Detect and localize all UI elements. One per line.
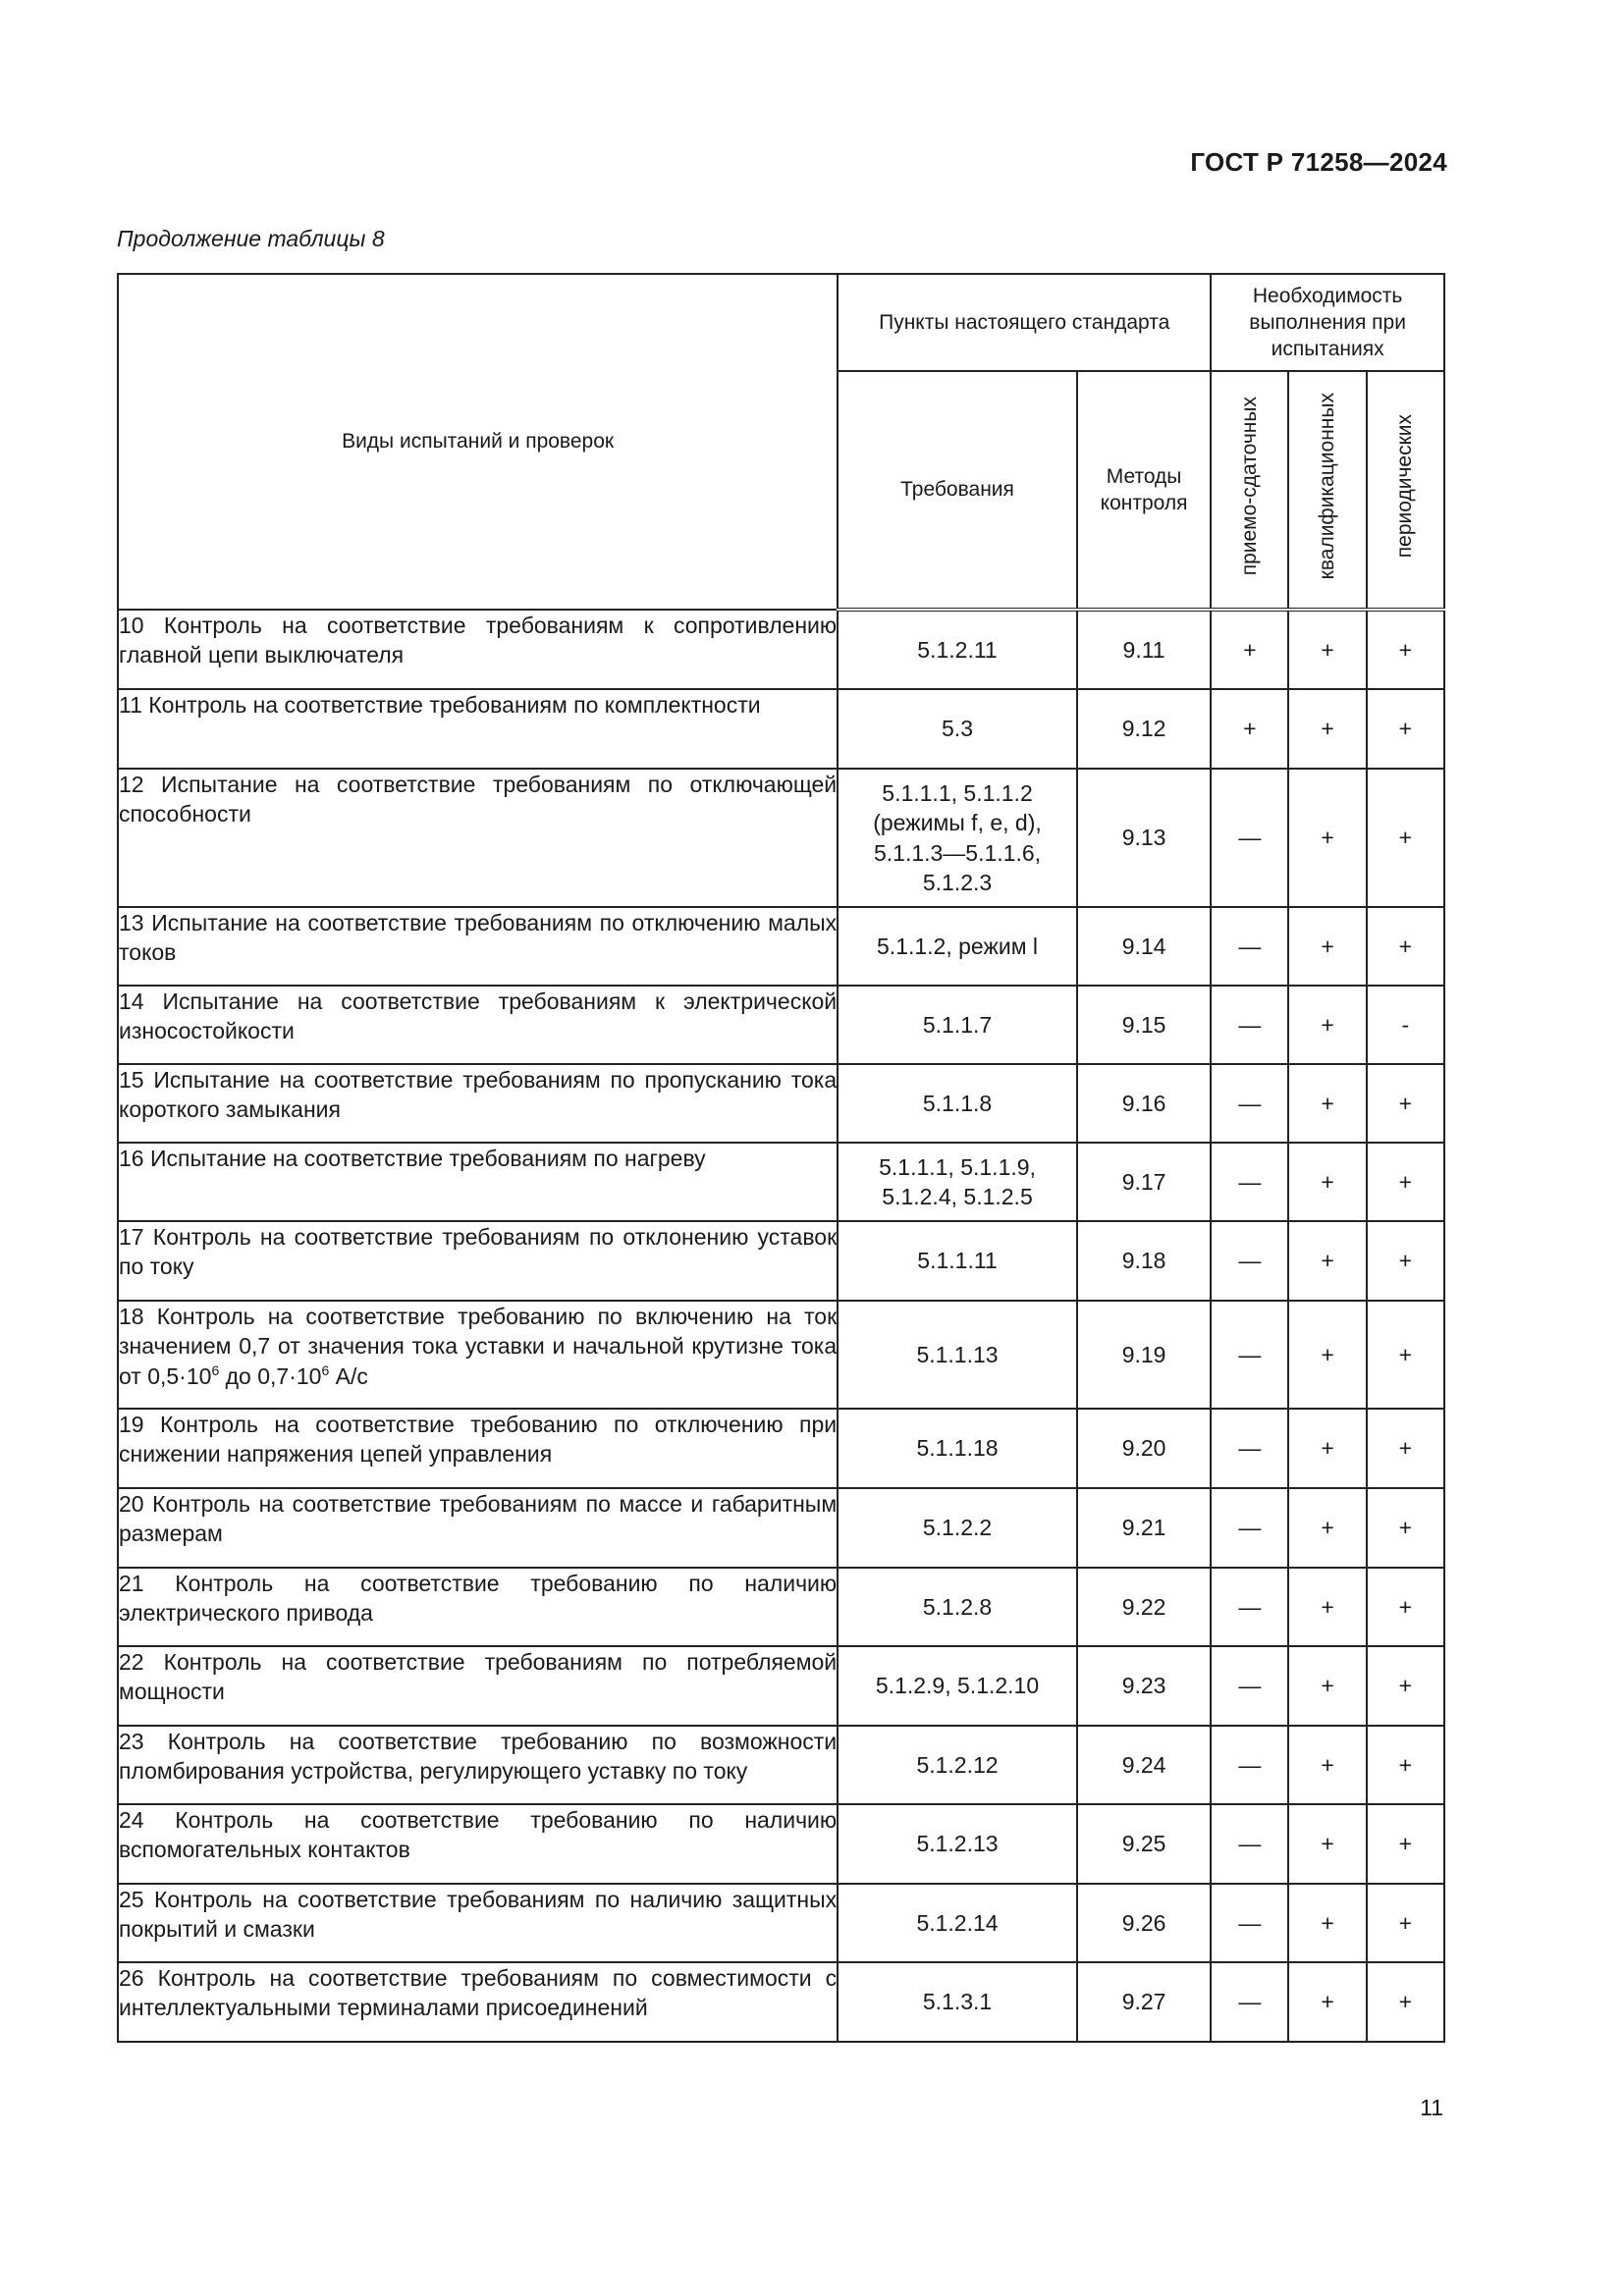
table-row: [118, 1962, 1444, 2042]
requirement-line: (режимы f, e, d),: [873, 810, 1042, 836]
method-clause: 9.15: [1077, 986, 1211, 1064]
table-row: [118, 907, 1444, 986]
table-row: [118, 1804, 1444, 1884]
test-description: 13 Испытание на соответствие требованиям по отключению малых токов: [118, 907, 838, 986]
requirement-clause: 5.1.1.8: [838, 1064, 1077, 1143]
test-description: 12 Испытание на соответствие требованиям по отключающей способности: [118, 769, 838, 907]
requirement-clause: [838, 769, 1077, 907]
exponent: 6: [321, 1362, 330, 1378]
periodic-mark: +: [1367, 1804, 1444, 1884]
exponent: 6: [211, 1362, 220, 1378]
test-description: 25 Контроль на соответствие требованиям по наличию защитных покрытий и смазки: [118, 1884, 838, 1962]
method-clause: 9.23: [1077, 1646, 1211, 1726]
test-description: 10 Контроль на соответствие требованиям к сопротивлению главной цепи выключателя: [118, 610, 838, 689]
table-body: [118, 610, 1444, 2042]
header-methods-line-2: контроля: [1100, 492, 1188, 514]
periodic-mark: +: [1367, 1143, 1444, 1221]
periodic-mark: +: [1367, 907, 1444, 986]
qualification-mark: +: [1288, 1646, 1366, 1726]
header-necessity-line-3: испытаниях: [1271, 338, 1384, 361]
table-row: [118, 1646, 1444, 1726]
acceptance-mark: —: [1211, 1568, 1288, 1646]
tests-table: [117, 273, 1445, 2043]
qualification-mark: +: [1288, 986, 1366, 1064]
requirement-clause: [838, 1143, 1077, 1221]
qualification-mark: +: [1288, 769, 1366, 907]
table-row: [118, 689, 1444, 769]
table-header: [118, 274, 1444, 610]
test-description: 23 Контроль на соответствие требованию по возможности пломбирования устройства, регулирующего уставку по току: [118, 1726, 838, 1804]
test-description: 11 Контроль на соответствие требованиям по комплектности: [118, 689, 838, 769]
requirement-clause: 5.3: [838, 689, 1077, 769]
acceptance-mark: —: [1211, 1726, 1288, 1804]
acceptance-mark: —: [1211, 1064, 1288, 1143]
requirement-clause: 5.1.2.13: [838, 1804, 1077, 1884]
table-row: [118, 1064, 1444, 1143]
method-clause: 9.19: [1077, 1301, 1211, 1409]
header-necessity-line-1: Необходимость: [1252, 284, 1403, 307]
requirement-clause: 5.1.2.12: [838, 1726, 1077, 1804]
method-clause: 9.17: [1077, 1143, 1211, 1221]
header-necessity: [1211, 274, 1444, 371]
test-description: 20 Контроль на соответствие требованиям по массе и габаритным размерам: [118, 1488, 838, 1568]
method-clause: 9.22: [1077, 1568, 1211, 1646]
header-acceptance: приемо-сдаточных: [1211, 371, 1288, 610]
requirement-line: 5.1.1.1, 5.1.1.2: [882, 779, 1033, 806]
table-row: [118, 1143, 1444, 1221]
acceptance-mark: —: [1211, 1301, 1288, 1409]
acceptance-mark: —: [1211, 986, 1288, 1064]
test-description: 19 Контроль на соответствие требованию по отключению при снижении напряжения цепей управления: [118, 1409, 838, 1488]
method-clause: 9.18: [1077, 1221, 1211, 1301]
test-description: 22 Контроль на соответствие требованиям по потребляемой мощности: [118, 1646, 838, 1726]
requirement-clause: 5.1.3.1: [838, 1962, 1077, 2042]
requirement-clause: 5.1.2.11: [838, 610, 1077, 689]
acceptance-mark: —: [1211, 1409, 1288, 1488]
requirement-clause: 5.1.1.2, режим l: [838, 907, 1077, 986]
test-description: 18 Контроль на соответствие требованию по включению на ток значением 0,7 от значения тока уставки и начальной крутизне тока от $0,5\cdot 10^6$ до $0,7\cdot 10^6$ А/с: [118, 1301, 838, 1409]
table-row: [118, 610, 1444, 689]
header-periodic: периодических: [1367, 371, 1444, 610]
qualification-mark: +: [1288, 1488, 1366, 1568]
method-clause: 9.21: [1077, 1488, 1211, 1568]
header-qualification: квалификационных: [1288, 371, 1366, 610]
qualification-mark: +: [1288, 907, 1366, 986]
requirement-clause: 5.1.2.8: [838, 1568, 1077, 1646]
acceptance-mark: —: [1211, 1646, 1288, 1726]
table-row: [118, 1221, 1444, 1301]
table-row: [118, 1568, 1444, 1646]
test-description: 26 Контроль на соответствие требованиям по совместимости с интеллектуальными терминалами присоединений: [118, 1962, 838, 2042]
acceptance-mark: —: [1211, 1221, 1288, 1301]
qualification-mark: +: [1288, 689, 1366, 769]
requirement-clause: 5.1.2.9, 5.1.2.10: [838, 1646, 1077, 1726]
acceptance-mark: +: [1211, 610, 1288, 689]
page-number: 11: [1420, 2095, 1443, 2120]
periodic-mark: +: [1367, 1884, 1444, 1962]
acceptance-mark: —: [1211, 1804, 1288, 1884]
acceptance-mark: —: [1211, 1962, 1288, 2042]
table-row: [118, 1488, 1444, 1568]
requirement-clause: 5.1.1.11: [838, 1221, 1077, 1301]
test-description: 21 Контроль на соответствие требованию по наличию электрического привода: [118, 1568, 838, 1646]
method-clause: 9.16: [1077, 1064, 1211, 1143]
test-description: 16 Испытание на соответствие требованиям по нагреву: [118, 1143, 838, 1221]
periodic-mark: +: [1367, 1409, 1444, 1488]
requirement-clause: 5.1.1.18: [838, 1409, 1077, 1488]
method-clause: 9.14: [1077, 907, 1211, 986]
periodic-mark: +: [1367, 1568, 1444, 1646]
test-description: 15 Испытание на соответствие требованиям по пропусканию тока короткого замыкания: [118, 1064, 838, 1143]
method-clause: 9.24: [1077, 1726, 1211, 1804]
acceptance-mark: —: [1211, 1488, 1288, 1568]
periodic-mark: +: [1367, 1726, 1444, 1804]
header-methods: [1077, 371, 1211, 610]
requirement-clause: 5.1.2.2: [838, 1488, 1077, 1568]
table-row: [118, 1726, 1444, 1804]
periodic-mark: +: [1367, 1488, 1444, 1568]
table-row: [118, 1301, 1444, 1409]
acceptance-mark: —: [1211, 1884, 1288, 1962]
qualification-mark: +: [1288, 1064, 1366, 1143]
periodic-mark: +: [1367, 769, 1444, 907]
table-row: [118, 1884, 1444, 1962]
acceptance-mark: +: [1211, 689, 1288, 769]
periodic-mark: +: [1367, 1301, 1444, 1409]
method-clause: 9.11: [1077, 610, 1211, 689]
acceptance-mark: —: [1211, 769, 1288, 907]
header-requirements: Требования: [838, 371, 1077, 610]
qualification-mark: +: [1288, 1221, 1366, 1301]
method-clause: 9.13: [1077, 769, 1211, 907]
test-description: 24 Контроль на соответствие требованию по наличию вспомогательных контактов: [118, 1804, 838, 1884]
periodic-mark: +: [1367, 1646, 1444, 1726]
requirement-line: 5.1.1.1, 5.1.1.9,: [879, 1153, 1036, 1180]
table-row: [118, 1409, 1444, 1488]
document-code: ГОСТ Р 71258—2024: [1190, 147, 1447, 177]
requirement-clause: 5.1.1.7: [838, 986, 1077, 1064]
qualification-mark: +: [1288, 1884, 1366, 1962]
requirement-line: 5.1.2.3: [922, 869, 993, 895]
qualification-mark: +: [1288, 1409, 1366, 1488]
qualification-mark: +: [1288, 1726, 1366, 1804]
qualification-mark: +: [1288, 1568, 1366, 1646]
header-clauses: Пункты настоящего стандарта: [838, 274, 1211, 371]
periodic-mark: +: [1367, 1064, 1444, 1143]
method-clause: 9.26: [1077, 1884, 1211, 1962]
periodic-mark: +: [1367, 610, 1444, 689]
header-necessity-line-2: выполнения при: [1249, 310, 1406, 334]
acceptance-mark: —: [1211, 1143, 1288, 1221]
header-methods-line-1: Методы: [1106, 464, 1182, 488]
test-description: 17 Контроль на соответствие требованиям по отклонению уставок по току: [118, 1221, 838, 1301]
periodic-mark: -: [1367, 986, 1444, 1064]
header-test-types: Виды испытаний и проверок: [118, 274, 838, 610]
requirement-line: 5.1.1.3—5.1.1.6,: [873, 839, 1042, 866]
periodic-mark: +: [1367, 1221, 1444, 1301]
method-clause: 9.27: [1077, 1962, 1211, 2042]
qualification-mark: +: [1288, 610, 1366, 689]
method-clause: 9.20: [1077, 1409, 1211, 1488]
periodic-mark: +: [1367, 689, 1444, 769]
method-clause: 9.12: [1077, 689, 1211, 769]
qualification-mark: +: [1288, 1143, 1366, 1221]
test-description: 14 Испытание на соответствие требованиям к электрической износостойкости: [118, 986, 838, 1064]
periodic-mark: +: [1367, 1962, 1444, 2042]
acceptance-mark: —: [1211, 907, 1288, 986]
requirement-clause: 5.1.2.14: [838, 1884, 1077, 1962]
requirement-clause: 5.1.1.13: [838, 1301, 1077, 1409]
table-caption: Продолжение таблицы 8: [117, 226, 385, 251]
requirement-line: 5.1.2.4, 5.1.2.5: [882, 1184, 1033, 1209]
qualification-mark: +: [1288, 1962, 1366, 2042]
qualification-mark: +: [1288, 1804, 1366, 1884]
method-clause: 9.25: [1077, 1804, 1211, 1884]
table-row: [118, 986, 1444, 1064]
qualification-mark: +: [1288, 1301, 1366, 1409]
table-row: [118, 769, 1444, 907]
